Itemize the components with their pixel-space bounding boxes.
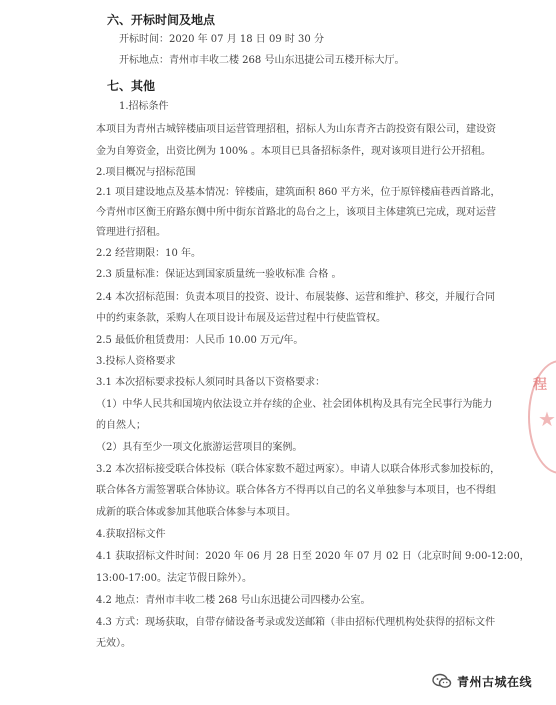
s2-title: 2.项目概况与招标范围 [96,167,196,178]
s2-4-line-1: 2.4 本次招标范围：负责本项目的投资、设计、布展装修、运营和维护、移交，并履行合同 [96,292,496,303]
wechat-icon [432,673,452,689]
s3-1-a-line-2: 的自然人； [96,420,146,431]
s2-1-line-3: 管理进行招租。 [96,227,166,238]
s1-title: 1.招标条件 [119,101,169,112]
s4-3-line-2: 无效）。 [96,638,131,649]
s4-title: 4.获取招标文件 [96,529,166,540]
stamp-text: 程 [533,377,547,393]
s2-2: 2.2 经营期限：10 年。 [96,248,201,259]
s3-1-a-line-1: （1）中华人民共和国境内依法设立并存续的企业、社会团体机构及具有完全民事行为能力 [96,399,493,410]
section-7-heading: 七、其他 [107,79,156,93]
s3-2-line-2: 联合体各方需签署联合体协议。联合体各方不得再以自己的名义单独参与本项目，也不得组 [96,485,496,496]
s4-1-line-2: 13:00-17:00。法定节假日除外）。 [96,573,253,584]
s3-1-b: （2）具有至少一项文化旅游运营项目的案例。 [96,442,303,453]
s2-5: 2.5 最低价租赁费用：人民币 10.00 万元/年。 [96,335,304,346]
s4-2: 4.2 地点：青州市丰收二楼 268 号山东迅捷公司四楼办公室。 [96,595,371,606]
s3-2-line-3: 成新的联合体或参加其他联合体参与本项目。 [96,507,296,518]
s4-1-line-1: 4.1 获取招标文件时间：2020 年 06 月 28 日至 2020 年 07 月 02 日（北京时间 9:00-12:00， [96,551,530,562]
s2-1-line-2: 今青州市区衡王府路东侧中所中街东首路北的岛台之上，该项目主体建筑已完成，现对运营 [96,207,496,218]
s3-2-line-1: 3.2 本次招标接受联合体投标（联合体家数不超过两家）。申请人以联合体形式参加投标的， [96,464,501,475]
section-6-heading: 六、开标时间及地点 [107,13,216,27]
s2-3: 2.3 质量标准：保证达到国家质量统一验收标准 合格 。 [96,269,342,280]
s4-3-line-1: 4.3 方式：现场获取，自带存储设备考录或发送邮箱（非由招标代理机构处获得的招标文件 [96,617,496,628]
watermark-text: 青州古城在线 [457,674,533,689]
s3-title: 3.投标人资格要求 [96,356,176,367]
bid-opening-time: 开标时间：2020 年 07 月 18 日 09 时 30 分 [119,34,324,45]
s3-1: 3.1 本次招标要求投标人须同时具备以下资格要求： [96,377,326,388]
s1-line-1: 本项目为青州古城锌楼庙项目运营管理招租，招标人为山东青齐古韵投资有限公司，建设资 [96,124,496,135]
s2-4-line-2: 中的约束条款，采购人在项目设计布展及运营过程中行使监管权。 [96,313,386,324]
watermark [432,672,532,690]
s2-1-line-1: 2.1 项目建设地点及基本情况：锌楼庙，建筑面积 860 平方米，位于原锌楼庙巷西首路北， [96,187,501,198]
s1-line-2: 金为自筹资金，出资比例为 100% 。本项目已具备招标条件，现对该项目进行公开招租。 [96,146,491,157]
bid-opening-place: 开标地点：青州市丰收二楼 268 号山东迅捷公司五楼开标大厅。 [119,55,405,66]
stamp-star-icon: ★ [538,407,556,431]
